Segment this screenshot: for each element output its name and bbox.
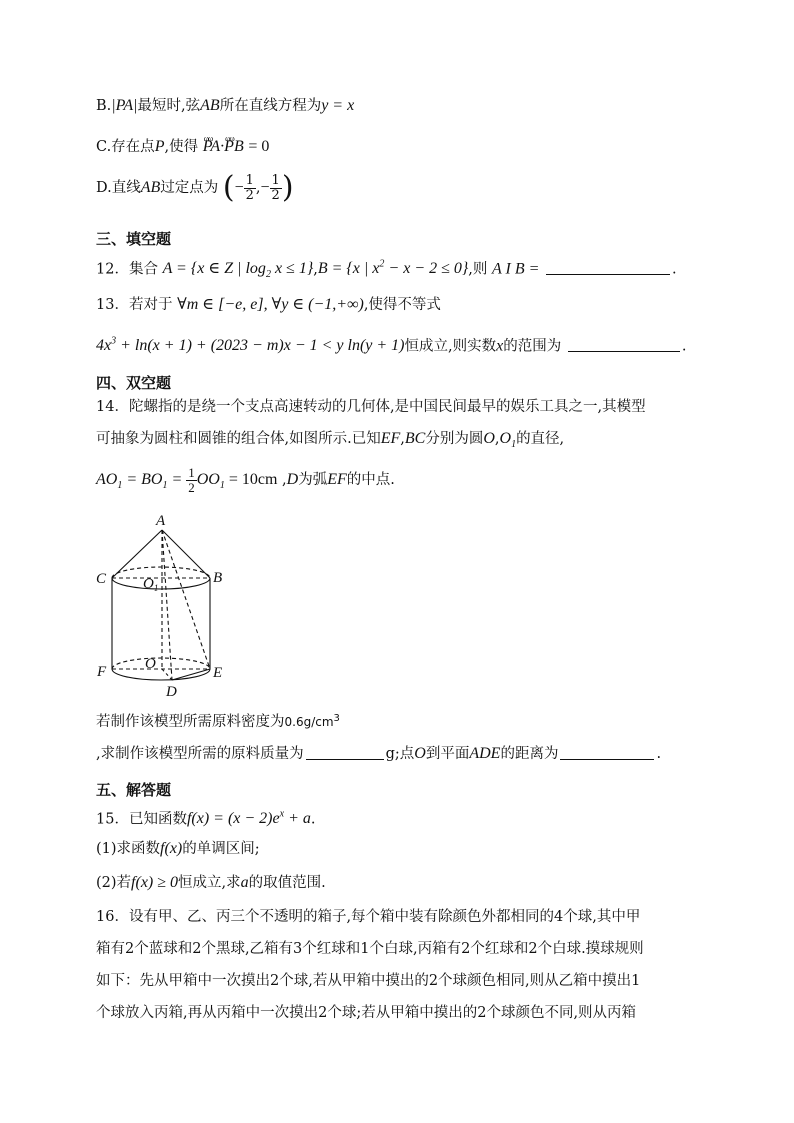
density-value: $0.6g/cm^3$: [284, 713, 340, 729]
question-14-line-1: 14．陀螺指的是绕一个支点高速转动的几何体,是中国民间最早的娱乐工具之一,其模型: [96, 399, 646, 415]
inequality: $4x^3 + \ln(x + 1) + (2023 - m)x - 1 < y$ ln(y + 1): [96, 336, 405, 355]
question-15: 15．已知函数$f(x) = (x - 2)e^x + a$.: [96, 809, 316, 828]
dot-operator: ·: [220, 138, 225, 155]
option-c-prefix: C.存在点: [96, 139, 155, 155]
question-text-4: 的范围为: [503, 338, 562, 355]
vector-pb: ωω PB: [224, 136, 244, 158]
option-c-equation: = 0: [248, 138, 270, 155]
bottom-ellipse-back: [112, 658, 210, 669]
cone-edge-ab: [162, 530, 210, 578]
section-heading-solutions: 五、解答题: [96, 781, 172, 799]
question-text: 集合: [128, 261, 158, 278]
label-e: E: [213, 665, 223, 681]
question-text-2: ,使得不等式: [363, 297, 441, 313]
segment-ad: [162, 530, 172, 680]
segment-od: [162, 669, 172, 680]
option-c: [96, 136, 269, 158]
option-c-text: ,使得: [164, 139, 199, 155]
question-12: 12．集合 A = {x ∈ Z | $\log_2 x \le 1\},B = \{x$ | $x^2 - x - 2 \le 0$},则 A I B = .: [96, 259, 677, 281]
set-a: A = {x ∈ Z | $\log_2 x \le 1$}: [162, 260, 314, 281]
option-b-text: 最短时,弦: [137, 98, 201, 114]
option-b-pa: |PA|: [111, 97, 138, 114]
question-text-3: 恒成立,则实数: [404, 338, 497, 355]
cone-edge-ac: [112, 530, 162, 578]
length-equation: $AO_1 = BO_1$ = $\frac{1}{2}$ $OO_1 = 10cm$: [96, 464, 278, 495]
question-14-ask: ,求制作该模型所需的原料质量为 g;点O到平面ADE的距离为 .: [96, 745, 662, 762]
question-14-density: 若制作该模型所需原料密度为$0.6g/cm^3$: [96, 713, 340, 730]
answer-blank[interactable]: [568, 337, 680, 352]
set-expression: A I B =: [492, 260, 540, 278]
question-16-line-1: 16．设有甲、乙、丙三个不透明的箱子,每个箱中装有除颜色外都相同的4个球,其中甲: [96, 909, 641, 925]
question-13: [96, 294, 441, 316]
label-f: F: [97, 664, 107, 680]
question-text-2: ,则: [468, 261, 488, 278]
label-a: A: [156, 513, 166, 529]
label-o1: $O_1$: [143, 576, 159, 593]
option-d: D.直线AB过定点为 (− $\frac{1}{2}$ ,− $\frac{1}{2}$ ): [96, 170, 294, 205]
minus-sign-2: −: [260, 179, 270, 196]
comma: ,: [255, 180, 261, 196]
question-15-part-1: (1)求函数f(x)的单调区间;: [96, 840, 260, 857]
option-b-equation: y = x: [321, 97, 355, 114]
question-14-line-3: $AO_1 = BO_1$ = $\frac{1}{2}$ $OO_1 = 10cm$ ,D为弧EF的中点.: [96, 464, 395, 495]
option-d-prefix: D.直线: [96, 180, 141, 196]
minus-sign: −: [234, 179, 244, 196]
question-16-line-3: 如下：先从甲箱中一次摸出2个球,若从甲箱中摸出的2个球颜色相同,则从乙箱中摸出1: [96, 973, 641, 989]
option-b-prefix: B.: [96, 98, 112, 114]
vector-pa: ωω PA: [203, 136, 220, 158]
question-number: 13．: [96, 297, 129, 313]
answer-blank[interactable]: [546, 260, 670, 275]
option-d-ab: AB: [140, 179, 161, 196]
function-definition: $f(x) = (x - 2)e^x + a$: [186, 809, 311, 828]
set-b: B = {x | $x^2 - x - 2 \le 0$}: [317, 259, 469, 278]
option-b-text2: 所在直线方程为: [219, 98, 322, 114]
answer-blank-mass[interactable]: [306, 745, 384, 760]
option-b-ab: AB: [200, 97, 220, 114]
question-15-part-2: (2)若f(x) ≥ 0恒成立,求a的取值范围.: [96, 874, 326, 891]
top-ellipse-front: [112, 578, 210, 589]
section-heading-double-blank: 四、双空题: [96, 374, 172, 392]
label-o: O: [145, 656, 156, 672]
quantifier-condition: ∀m ∈ [−e, e], ∀y ∈ (−1,+∞): [177, 296, 364, 313]
fraction-half-2: $\frac{1}{2}$: [271, 172, 280, 203]
fraction-half-1: $\frac{1}{2}$: [245, 172, 254, 203]
label-b: B: [213, 570, 223, 586]
question-text: 若对于: [128, 297, 173, 313]
label-c: C: [96, 571, 107, 587]
option-c-p: P: [154, 138, 165, 155]
section-heading-fill-in: 三、填空题: [96, 230, 172, 248]
answer-blank-distance[interactable]: [560, 745, 654, 760]
option-b: [96, 95, 354, 117]
segment-ae: [162, 530, 210, 669]
question-13-line-2: $4x^3 + \ln(x + 1) + (2023 - m)x - 1 < y$ ln(y + 1)恒成立,则实数x的范围为 .: [96, 336, 687, 355]
question-number: 12．: [96, 261, 129, 278]
question-14-line-2: 可抽象为圆柱和圆锥的组合体,如图所示.已知EF,BC分别为圆$O,O_1$的直径,: [96, 430, 565, 451]
question-16-line-4: 个球放入丙箱,再从丙箱中一次摸出2个球;若从甲箱中摸出的2个球颜色不同,则从丙箱: [96, 1005, 637, 1021]
spinning-top-figure: [92, 512, 242, 702]
label-d: D: [166, 684, 177, 700]
top-ellipse-back: [112, 567, 210, 578]
option-d-text: 过定点为: [160, 180, 219, 196]
bottom-ellipse-front: [112, 669, 210, 680]
question-16-line-2: 箱有2个蓝球和2个黑球,乙箱有3个红球和1个白球,丙箱有2个红球和2个白球.摸球规则: [96, 941, 644, 957]
